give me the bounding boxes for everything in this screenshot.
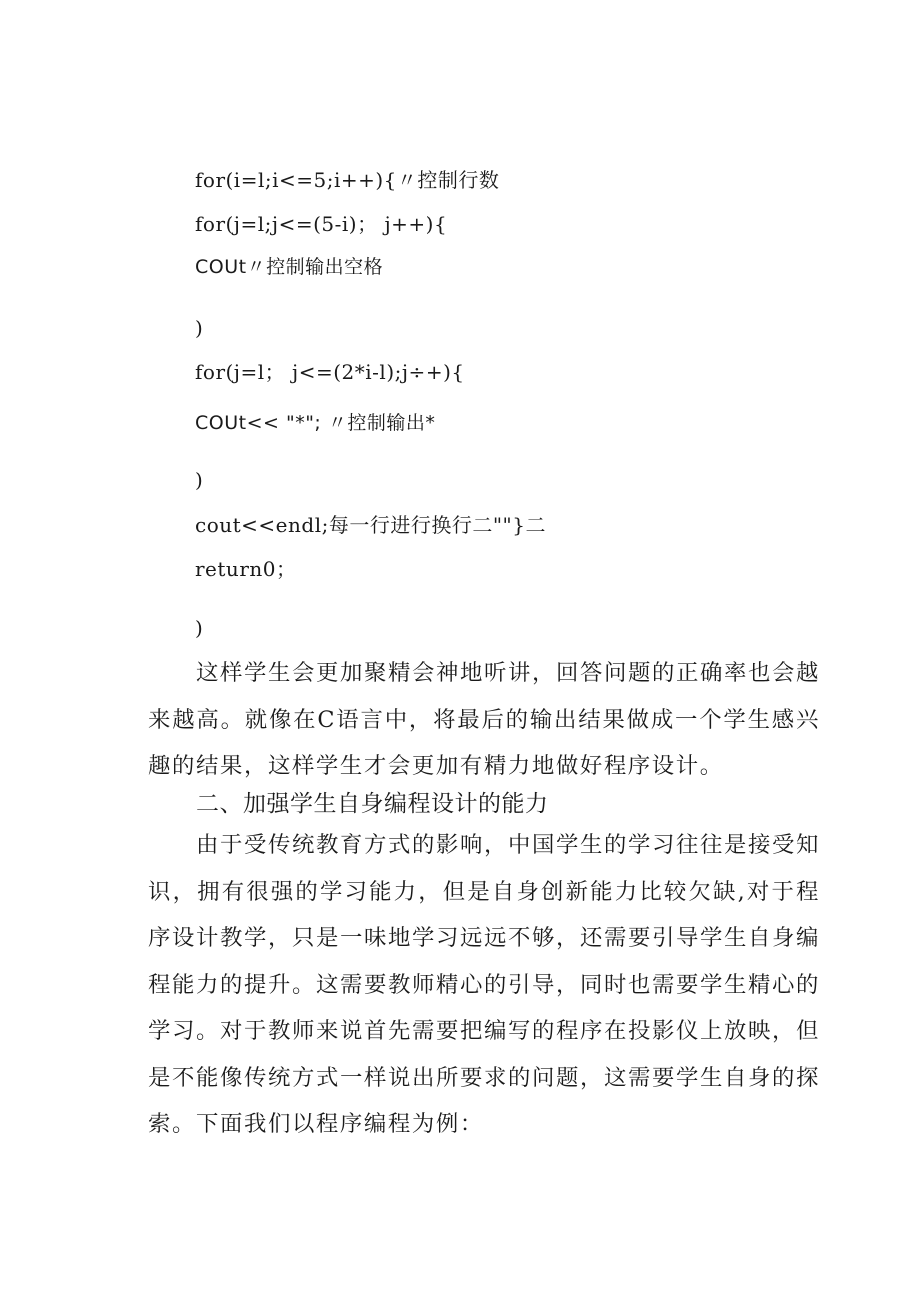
section-heading: 二、加强学生自身编程设计的能力 [196, 791, 549, 817]
code-line-6: COUt<< "*"; 〃控制输出* [195, 412, 436, 434]
code-line-4: ) [195, 316, 204, 340]
code-line-3: COUt〃控制输出空格 [195, 256, 384, 278]
paragraph-1: 这样学生会更加聚精会神地听讲，回答问题的正确率也会越来越高。就像在C语言中，将最后的输出结果做成一个学生感兴趣的结果，这样学生才会更加有精力地做好程序设计。 [148, 660, 820, 779]
code-line-10: ) [195, 616, 204, 640]
paragraph-2: 由于受传统教育方式的影响，中国学生的学习往往是接受知识，拥有很强的学习能力，但是自身创新能力比较欠缺,对于程序设计教学，只是一味地学习远远不够，还需要引导学生自身编程能力的提升。这需要教师精心的引导，同时也需要学生精心的学习。对于教师来说首先需要把编写的程序在投影仪上放映，但是不能像传统方式一样说出所要求的问题，这需要学生自身的探索。下面我们以程序编程为例： [148, 832, 820, 1137]
code-line-1: for(i=l;i<=5;i++){〃控制行数 [195, 168, 500, 192]
code-line-5: for(j=l； j<=(2*i-l);j÷+){ [195, 360, 465, 384]
code-line-9: return0； [195, 557, 297, 581]
code-line-7: ) [195, 468, 204, 492]
code-line-8: cout<<endl;每一行进行换行二""}二 [195, 513, 546, 537]
code-line-2: for(j=l;j<=(5-i)； j++){ [195, 212, 448, 236]
